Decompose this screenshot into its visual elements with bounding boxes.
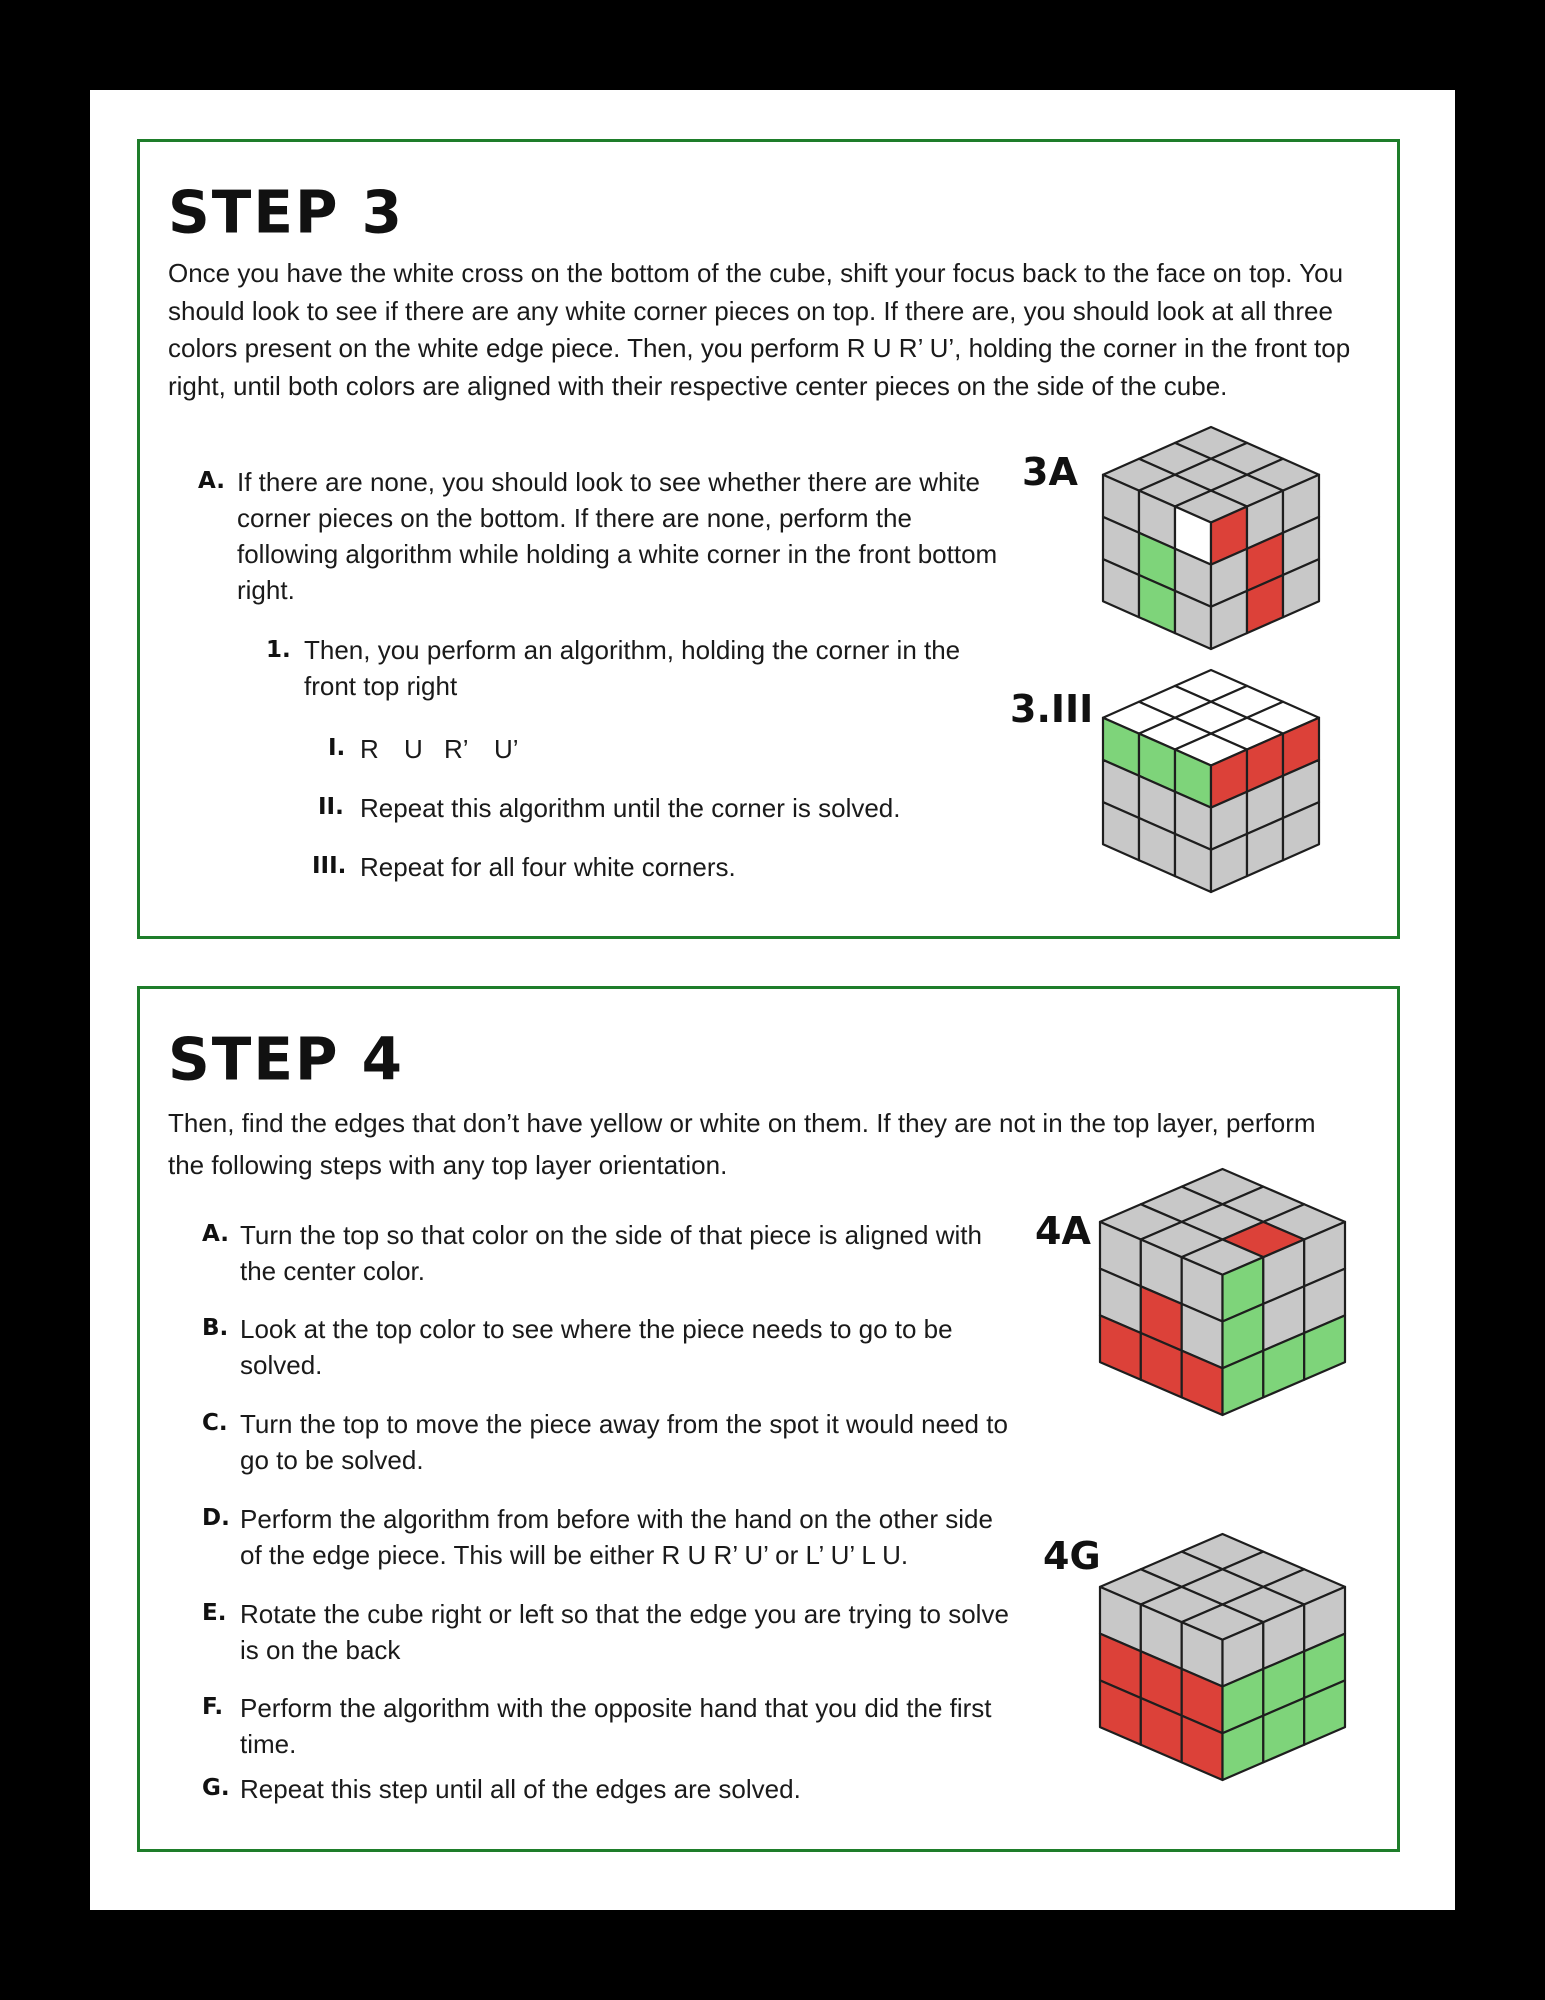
step-4-item-d-text: Perform the algorithm from before with the hand on the other side of the edge piece. This will be either R U R’ U’ or L’ U’ L U. bbox=[240, 1504, 993, 1570]
step-3-item-a-marker: A. bbox=[198, 468, 225, 494]
step-4-item-c-text: Turn the top to move the piece away from the spot it would need to go to be solved. bbox=[240, 1409, 1008, 1475]
figure-3a-label: 3A bbox=[1022, 450, 1078, 494]
step-4-item-d-marker: D. bbox=[202, 1505, 230, 1531]
step-3-item-ii-marker: II. bbox=[318, 794, 344, 820]
cube-figure-3-iii bbox=[1103, 670, 1319, 892]
step-4-item-f-text: Perform the algorithm with the opposite hand that you did the first time. bbox=[240, 1693, 992, 1759]
figure-4g-label: 4G bbox=[1043, 1534, 1101, 1578]
step-3-item-iii-text: Repeat for all four white corners. bbox=[360, 852, 736, 882]
step-4-item-c-marker: C. bbox=[202, 1410, 228, 1436]
step-3-item-ii-text: Repeat this algorithm until the corner is solved. bbox=[360, 793, 901, 823]
step-3-move-list bbox=[360, 731, 519, 767]
step-3-item-1-text: Then, you perform an algorithm, holding the corner in the front top right bbox=[304, 635, 961, 701]
move-r-prime: R’ bbox=[444, 734, 469, 764]
step-4-item-e-marker: E. bbox=[202, 1600, 227, 1626]
page bbox=[90, 90, 1455, 1910]
figure-3-iii-label: 3.III bbox=[1010, 687, 1094, 731]
step-4-title: STEP 4 bbox=[168, 1024, 405, 1094]
step-4-item-b-marker: B. bbox=[202, 1315, 229, 1341]
step-4-item-a-text: Turn the top so that color on the side of that piece is aligned with the center color. bbox=[240, 1220, 982, 1286]
step-4-item-b-text: Look at the top color to see where the piece needs to go to be solved. bbox=[240, 1314, 953, 1380]
step-3-title: STEP 3 bbox=[168, 177, 405, 247]
step-4-item-g-text: Repeat this step until all of the edges are solved. bbox=[240, 1774, 801, 1804]
step-3-intro: Once you have the white cross on the bottom of the cube, shift your focus back to the face on top. You should look to see if there are any white corner pieces on top. If there are, you should look at all three colors present on the white edge piece. Then, you perform R U R’ U’, holding the corner in the front top right, until both colors are aligned with their respective center pieces on the side of the cube. bbox=[168, 258, 1351, 401]
step-4-item-e-text: Rotate the cube right or left so that the edge you are trying to solve is on the back bbox=[240, 1599, 1009, 1665]
step-4-intro: Then, find the edges that don’t have yellow or white on them. If they are not in the top layer, perform the following steps with any top layer orientation. bbox=[168, 1108, 1316, 1180]
step-3-item-a-text: If there are none, you should look to see whether there are white corner pieces on the bottom. If there are none, perform the following algorithm while holding a white corner in the front bottom right. bbox=[237, 467, 998, 605]
step-3-panel bbox=[137, 139, 1400, 939]
step-4-item-a-marker: A. bbox=[202, 1221, 229, 1247]
cube-figure-3a bbox=[1103, 427, 1319, 649]
step-3-item-i-marker: I. bbox=[328, 735, 346, 761]
step-3-item-1-marker: 1. bbox=[266, 637, 291, 663]
cube-figure-4a bbox=[1100, 1169, 1345, 1415]
step-4-panel bbox=[137, 986, 1400, 1852]
figure-4a-label: 4A bbox=[1035, 1209, 1091, 1253]
step-4-item-g-marker: G. bbox=[202, 1775, 230, 1801]
move-u-prime: U’ bbox=[494, 734, 519, 764]
move-r: R bbox=[360, 734, 379, 764]
step-4-item-f-marker: F. bbox=[202, 1694, 224, 1720]
move-u: U bbox=[404, 734, 423, 764]
step-3-item-iii-marker: III. bbox=[312, 853, 347, 879]
cube-figure-4g bbox=[1100, 1534, 1345, 1780]
